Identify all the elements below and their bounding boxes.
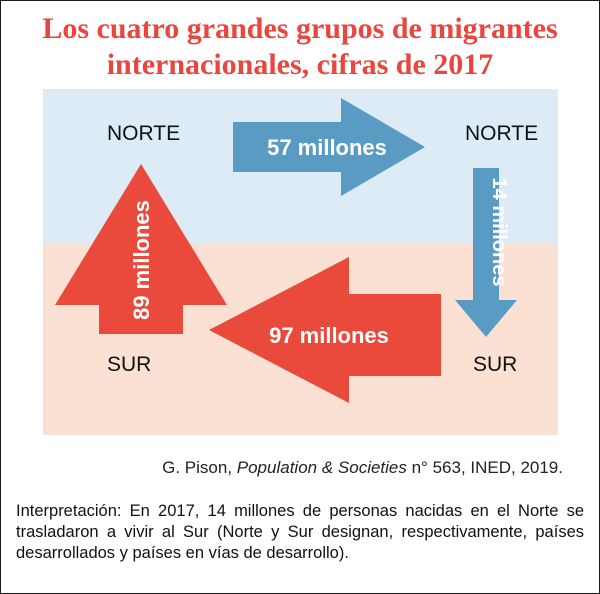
region-label-south-left: SUR <box>107 353 152 376</box>
source-details: n° 563, INED, 2019. <box>406 458 563 477</box>
title-line-1: Los cuatro grandes grupos de migrantes <box>42 12 558 45</box>
source-citation <box>162 458 563 478</box>
title-line-2: internacionales, cifras de 2017 <box>106 48 494 81</box>
label-south-to-south: 97 millones <box>269 323 389 348</box>
source-author: G. Pison, <box>162 458 237 477</box>
label-north-to-north: 57 millones <box>267 135 387 160</box>
label-north-to-south: 14 millones <box>488 177 510 287</box>
source-journal: Population & Societies <box>236 458 407 477</box>
region-label-north-left: NORTE <box>107 122 181 145</box>
region-label-north-right: NORTE <box>465 122 539 145</box>
page-title <box>1 11 599 83</box>
interpretation-text: Interpretación: En 2017, 14 millones de personas nacidas en el Norte se trasladaron a vivir al Sur (Norte y Sur designan, respectivamente, países desarrollados y países en vías de desarrollo). <box>16 502 584 562</box>
migration-diagram <box>43 89 558 435</box>
label-south-to-north: 89 millones <box>129 200 154 320</box>
region-label-south-right: SUR <box>473 353 518 376</box>
